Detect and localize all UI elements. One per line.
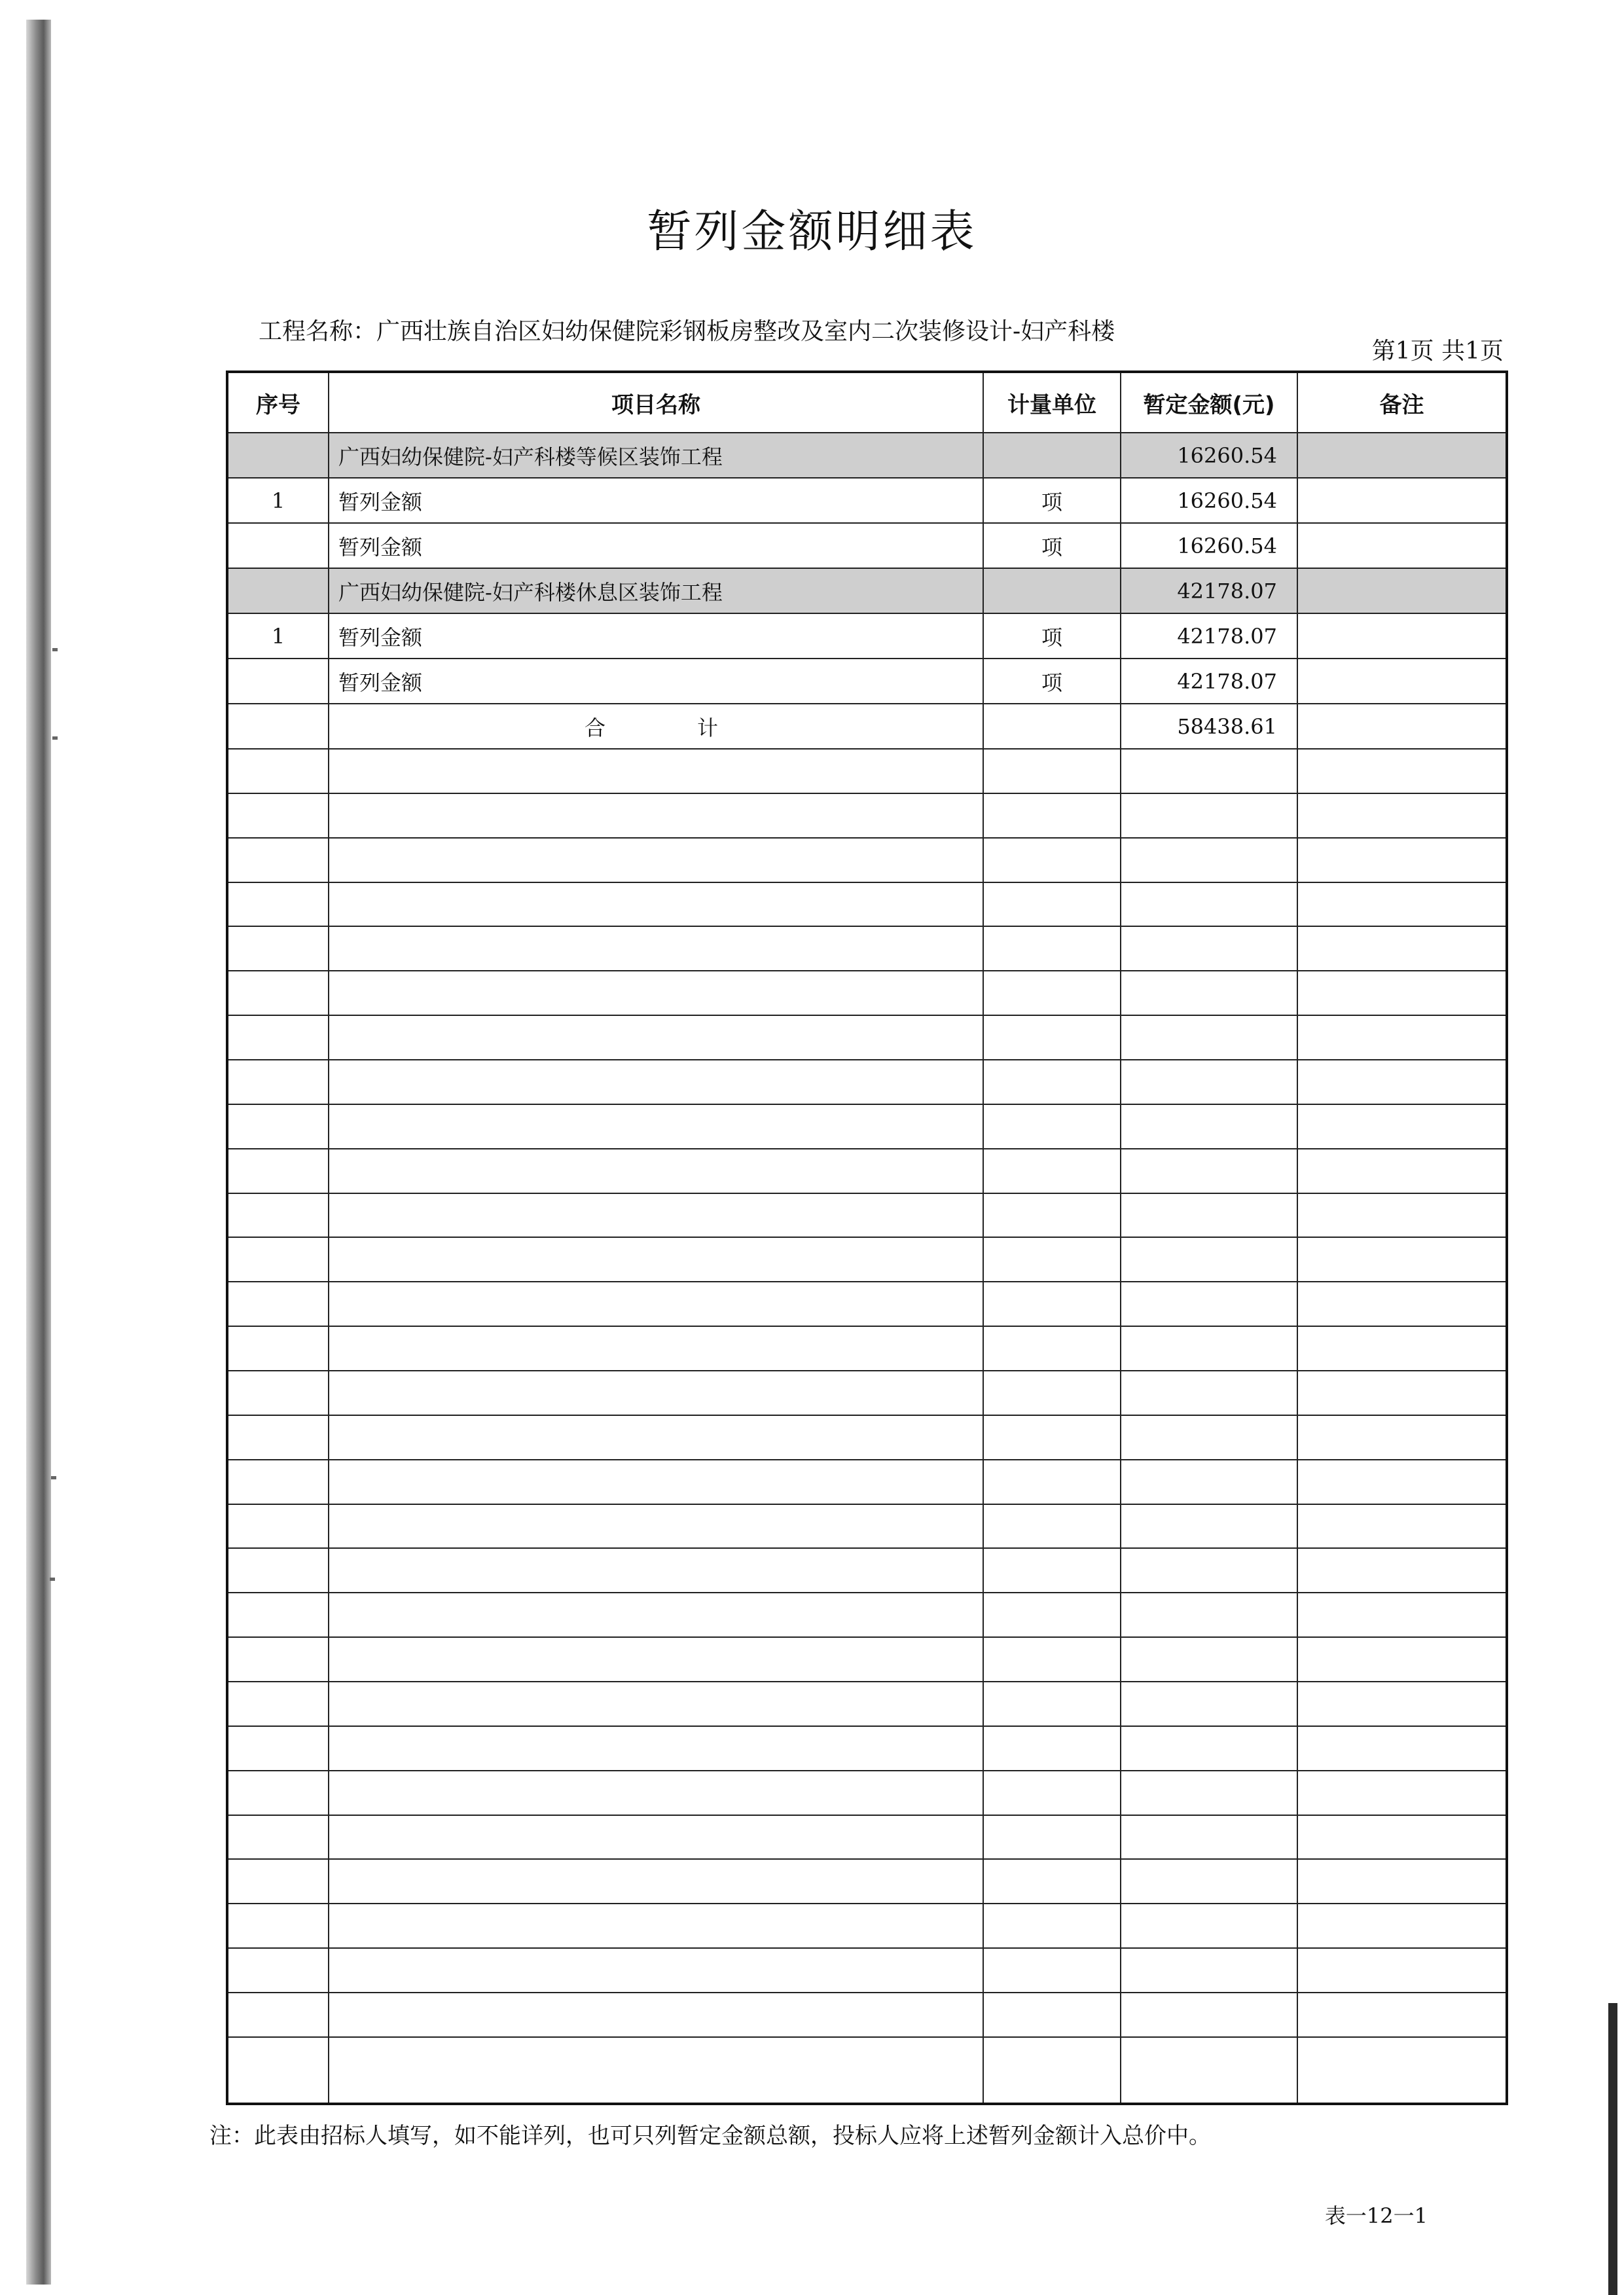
cell-remark	[1297, 478, 1507, 523]
empty-row	[227, 838, 1507, 882]
header-no: 序号	[227, 372, 329, 433]
empty-cell	[1121, 1282, 1297, 1326]
cell-amount: 42178.07	[1121, 659, 1297, 704]
empty-cell	[1297, 749, 1507, 793]
page-number: 第1页 共1页	[1371, 338, 1504, 365]
empty-cell	[983, 1593, 1121, 1637]
empty-cell	[1121, 1237, 1297, 1282]
cell-unit: 项	[983, 478, 1121, 523]
empty-cell	[1121, 1859, 1297, 1904]
scan-edge-shadow	[26, 20, 51, 2285]
empty-row	[227, 1726, 1507, 1771]
empty-cell	[329, 749, 983, 793]
empty-cell	[1297, 1993, 1507, 2037]
empty-cell	[1297, 1548, 1507, 1593]
empty-cell	[983, 1237, 1121, 1282]
header-amount: 暂定金额(元)	[1121, 372, 1297, 433]
cell-unit: 项	[983, 613, 1121, 659]
empty-cell	[227, 1326, 329, 1371]
empty-cell	[227, 1993, 329, 2037]
empty-cell	[329, 1993, 983, 2037]
empty-cell	[1297, 1460, 1507, 1504]
empty-cell	[1121, 1771, 1297, 1815]
empty-cell	[983, 1149, 1121, 1193]
empty-cell	[1121, 1015, 1297, 1060]
cell-no: 1	[227, 613, 329, 659]
empty-cell	[1121, 2037, 1297, 2104]
empty-cell	[329, 1504, 983, 1549]
empty-cell	[1121, 1326, 1297, 1371]
empty-row	[227, 1815, 1507, 1860]
empty-cell	[227, 1637, 329, 1682]
empty-cell	[983, 971, 1121, 1015]
empty-cell	[329, 882, 983, 927]
empty-cell	[1297, 1282, 1507, 1326]
empty-row	[227, 971, 1507, 1015]
empty-cell	[1121, 1948, 1297, 1993]
empty-cell	[983, 2037, 1121, 2104]
empty-cell	[1297, 1771, 1507, 1815]
empty-cell	[1297, 1237, 1507, 1282]
empty-cell	[983, 1504, 1121, 1549]
empty-cell	[1297, 1104, 1507, 1149]
cell-unit: 项	[983, 659, 1121, 704]
cell-name: 暂列金额	[329, 523, 983, 568]
scan-speck	[51, 1476, 56, 1479]
empty-cell	[983, 1326, 1121, 1371]
cell-no	[227, 568, 329, 613]
empty-cell	[329, 2037, 983, 2104]
empty-cell	[1297, 926, 1507, 971]
empty-cell	[983, 1060, 1121, 1104]
empty-row	[227, 1282, 1507, 1326]
empty-cell	[329, 1815, 983, 1860]
empty-cell	[329, 1326, 983, 1371]
empty-cell	[329, 1637, 983, 1682]
empty-cell	[1121, 1371, 1297, 1415]
table-body	[227, 433, 1507, 2104]
empty-cell	[227, 1593, 329, 1637]
empty-row	[227, 882, 1507, 927]
empty-cell	[983, 1548, 1121, 1593]
empty-row	[227, 926, 1507, 971]
empty-cell	[983, 1948, 1121, 1993]
empty-cell	[1121, 1637, 1297, 1682]
table-header-row	[227, 372, 1507, 433]
cell-amount: 58438.61	[1121, 704, 1297, 749]
page-title: 暂列金额明细表	[647, 206, 977, 258]
empty-cell	[1121, 1993, 1297, 2037]
empty-cell	[1121, 1593, 1297, 1637]
empty-cell	[1297, 1415, 1507, 1460]
empty-cell	[227, 1948, 329, 1993]
empty-cell	[329, 1460, 983, 1504]
empty-cell	[1121, 1104, 1297, 1149]
header-name: 项目名称	[329, 372, 983, 433]
empty-cell	[1121, 1193, 1297, 1238]
cell-no	[227, 659, 329, 704]
scan-speck	[52, 736, 58, 740]
empty-row	[227, 1104, 1507, 1149]
footnote: 注：此表由招标人填写，如不能详列，也可只列暂定金额总额，投标人应将上述暂列金额计入总价中。	[209, 2123, 1211, 2149]
empty-row	[227, 749, 1507, 793]
empty-cell	[1297, 1815, 1507, 1860]
cell-amount: 16260.54	[1121, 433, 1297, 478]
empty-cell	[1297, 1015, 1507, 1060]
empty-cell	[227, 1504, 329, 1549]
empty-cell	[1297, 1682, 1507, 1726]
empty-row	[227, 793, 1507, 838]
empty-cell	[227, 2037, 329, 2104]
empty-cell	[329, 1859, 983, 1904]
empty-row	[227, 1415, 1507, 1460]
empty-cell	[227, 749, 329, 793]
empty-cell	[983, 1371, 1121, 1415]
empty-cell	[1297, 793, 1507, 838]
cell-name: 广西妇幼保健院-妇产科楼休息区装饰工程	[329, 568, 983, 613]
empty-cell	[983, 1904, 1121, 1948]
empty-cell	[227, 882, 329, 927]
empty-row	[227, 1193, 1507, 1238]
cell-no	[227, 433, 329, 478]
empty-cell	[329, 1593, 983, 1637]
empty-cell	[227, 1104, 329, 1149]
empty-cell	[227, 1815, 329, 1860]
empty-cell	[983, 1815, 1121, 1860]
empty-cell	[1297, 1904, 1507, 1948]
group-row	[227, 568, 1507, 613]
cell-unit	[983, 704, 1121, 749]
empty-row	[227, 1771, 1507, 1815]
empty-cell	[227, 926, 329, 971]
form-code: 表一12一1	[1324, 2203, 1428, 2228]
empty-cell	[1121, 926, 1297, 971]
table-row	[227, 478, 1507, 523]
empty-cell	[329, 1948, 983, 1993]
group-row	[227, 433, 1507, 478]
empty-cell	[983, 838, 1121, 882]
empty-row	[227, 1993, 1507, 2037]
empty-cell	[1121, 1460, 1297, 1504]
cell-name: 暂列金额	[329, 478, 983, 523]
empty-cell	[983, 882, 1121, 927]
empty-cell	[227, 1682, 329, 1726]
empty-cell	[983, 926, 1121, 971]
cell-unit: 项	[983, 523, 1121, 568]
empty-cell	[983, 1415, 1121, 1460]
cell-unit	[983, 568, 1121, 613]
empty-cell	[1121, 1815, 1297, 1860]
empty-cell	[227, 1726, 329, 1771]
empty-cell	[983, 1015, 1121, 1060]
empty-cell	[1121, 1415, 1297, 1460]
cell-remark	[1297, 613, 1507, 659]
empty-cell	[983, 1859, 1121, 1904]
empty-cell	[1121, 971, 1297, 1015]
cell-remark	[1297, 568, 1507, 613]
empty-row	[227, 1682, 1507, 1726]
empty-cell	[227, 1282, 329, 1326]
empty-cell	[227, 1904, 329, 1948]
cell-name: 暂列金额	[329, 613, 983, 659]
provisional-sum-table	[226, 370, 1508, 2105]
empty-cell	[1297, 1326, 1507, 1371]
empty-cell	[329, 1371, 983, 1415]
empty-cell	[1297, 1149, 1507, 1193]
empty-cell	[1121, 1726, 1297, 1771]
project-name: 工程名称：广西壮族自治区妇幼保健院彩钢板房整改及室内二次装修设计-妇产科楼	[259, 318, 1115, 345]
empty-cell	[329, 1060, 983, 1104]
empty-cell	[1297, 838, 1507, 882]
empty-row	[227, 1460, 1507, 1504]
empty-cell	[329, 1237, 983, 1282]
empty-cell	[1297, 1637, 1507, 1682]
empty-row	[227, 1060, 1507, 1104]
empty-cell	[329, 1548, 983, 1593]
empty-cell	[227, 1548, 329, 1593]
cell-no	[227, 704, 329, 749]
empty-cell	[1297, 1504, 1507, 1549]
empty-cell	[1121, 1149, 1297, 1193]
empty-cell	[1297, 1371, 1507, 1415]
cell-remark	[1297, 523, 1507, 568]
empty-cell	[1297, 1726, 1507, 1771]
cell-amount: 42178.07	[1121, 568, 1297, 613]
empty-cell	[1297, 971, 1507, 1015]
empty-row	[227, 1548, 1507, 1593]
cell-remark	[1297, 704, 1507, 749]
cell-no	[227, 523, 329, 568]
empty-cell	[329, 1771, 983, 1815]
empty-cell	[329, 1193, 983, 1238]
empty-cell	[329, 1149, 983, 1193]
empty-cell	[983, 749, 1121, 793]
empty-cell	[983, 1771, 1121, 1815]
cell-name: 合计	[329, 704, 983, 749]
empty-row	[227, 1593, 1507, 1637]
empty-cell	[983, 1993, 1121, 2037]
empty-cell	[1121, 793, 1297, 838]
cell-name: 广西妇幼保健院-妇产科楼等候区装饰工程	[329, 433, 983, 478]
empty-cell	[227, 1060, 329, 1104]
empty-cell	[1297, 1593, 1507, 1637]
empty-row	[227, 2037, 1507, 2104]
empty-cell	[329, 926, 983, 971]
empty-cell	[1121, 749, 1297, 793]
empty-cell	[1297, 1948, 1507, 1993]
empty-cell	[329, 1904, 983, 1948]
cell-amount: 16260.54	[1121, 523, 1297, 568]
empty-cell	[1121, 1548, 1297, 1593]
cell-amount: 16260.54	[1121, 478, 1297, 523]
empty-cell	[1297, 882, 1507, 927]
header-unit: 计量单位	[983, 372, 1121, 433]
empty-cell	[227, 793, 329, 838]
total-row	[227, 704, 1507, 749]
empty-row	[227, 1637, 1507, 1682]
empty-cell	[227, 1237, 329, 1282]
empty-cell	[983, 1637, 1121, 1682]
cell-remark	[1297, 659, 1507, 704]
empty-cell	[329, 1726, 983, 1771]
scan-speck	[50, 1578, 55, 1581]
empty-cell	[983, 1726, 1121, 1771]
table-row	[227, 659, 1507, 704]
scan-speck	[52, 648, 58, 651]
empty-cell	[227, 971, 329, 1015]
empty-cell	[1121, 1060, 1297, 1104]
empty-cell	[227, 1193, 329, 1238]
empty-row	[227, 1859, 1507, 1904]
empty-cell	[329, 1415, 983, 1460]
empty-cell	[1297, 2037, 1507, 2104]
empty-cell	[227, 1859, 329, 1904]
empty-row	[227, 1371, 1507, 1415]
empty-cell	[983, 1193, 1121, 1238]
empty-cell	[1121, 1504, 1297, 1549]
empty-cell	[983, 793, 1121, 838]
cell-unit	[983, 433, 1121, 478]
empty-cell	[227, 1415, 329, 1460]
empty-row	[227, 1015, 1507, 1060]
cell-remark	[1297, 433, 1507, 478]
empty-cell	[983, 1460, 1121, 1504]
empty-cell	[329, 971, 983, 1015]
empty-cell	[329, 1015, 983, 1060]
empty-cell	[329, 1104, 983, 1149]
scan-edge-right	[1608, 2003, 1617, 2295]
empty-cell	[983, 1104, 1121, 1149]
empty-cell	[1121, 882, 1297, 927]
empty-cell	[329, 1282, 983, 1326]
empty-cell	[227, 1371, 329, 1415]
empty-cell	[329, 838, 983, 882]
table-row	[227, 523, 1507, 568]
empty-cell	[983, 1682, 1121, 1726]
empty-row	[227, 1904, 1507, 1948]
empty-row	[227, 1948, 1507, 1993]
empty-cell	[329, 1682, 983, 1726]
empty-row	[227, 1237, 1507, 1282]
empty-cell	[227, 1015, 329, 1060]
empty-cell	[1121, 1904, 1297, 1948]
table-row	[227, 613, 1507, 659]
empty-row	[227, 1504, 1507, 1549]
empty-cell	[1121, 838, 1297, 882]
header-remark: 备注	[1297, 372, 1507, 433]
cell-no: 1	[227, 478, 329, 523]
cell-amount: 42178.07	[1121, 613, 1297, 659]
empty-cell	[227, 1149, 329, 1193]
empty-cell	[983, 1282, 1121, 1326]
empty-cell	[1297, 1859, 1507, 1904]
empty-cell	[227, 1771, 329, 1815]
empty-cell	[227, 838, 329, 882]
empty-row	[227, 1149, 1507, 1193]
empty-cell	[329, 793, 983, 838]
empty-row	[227, 1326, 1507, 1371]
empty-cell	[1297, 1060, 1507, 1104]
empty-cell	[1121, 1682, 1297, 1726]
empty-cell	[227, 1460, 329, 1504]
cell-name: 暂列金额	[329, 659, 983, 704]
empty-cell	[1297, 1193, 1507, 1238]
